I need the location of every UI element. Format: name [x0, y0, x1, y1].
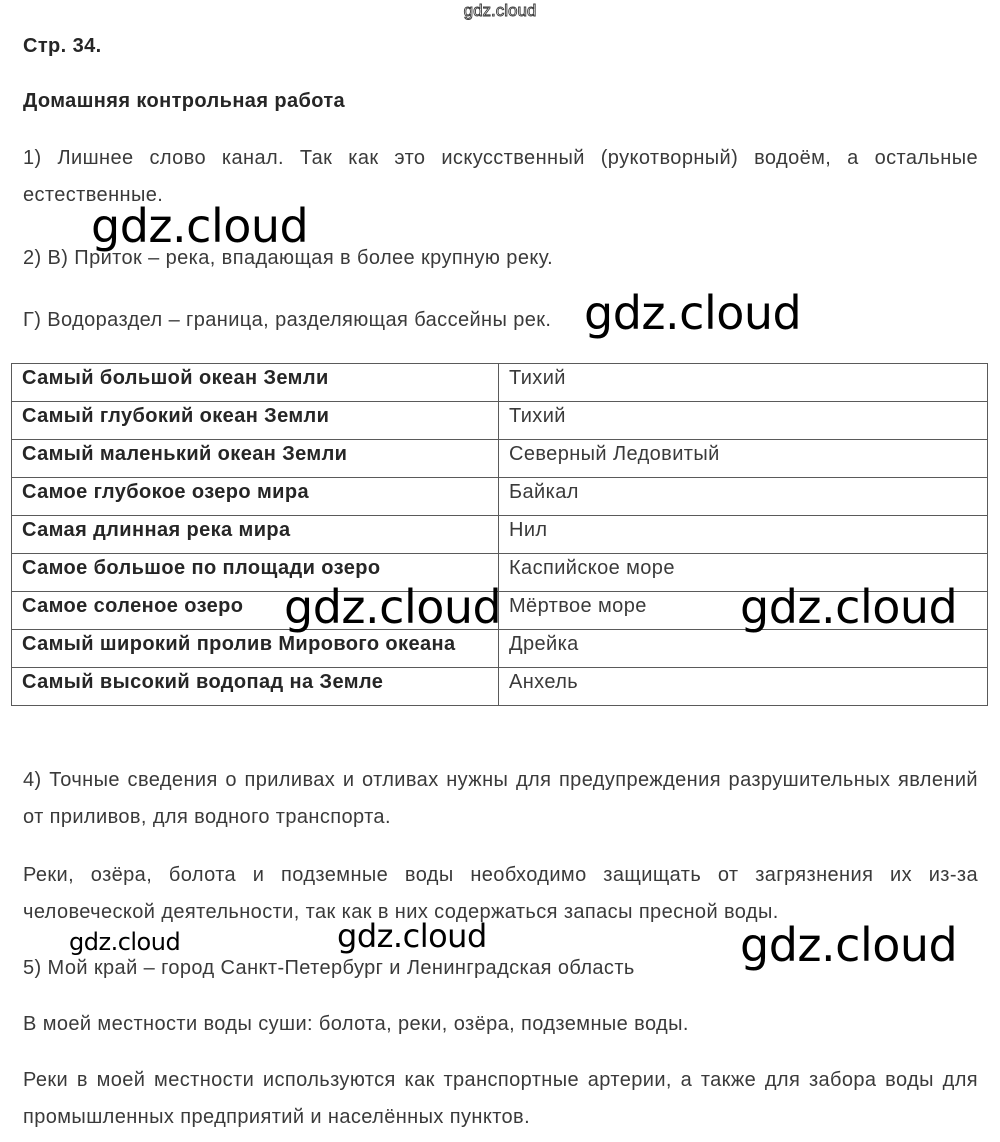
- table-question-cell: Самый высокий водопад на Земле: [12, 668, 499, 706]
- table-question-cell: Самый большой океан Земли: [12, 364, 499, 402]
- watermark: gdz.cloud: [337, 917, 487, 955]
- table-answer-cell: Анхель: [499, 668, 988, 706]
- table-question-cell: Самая длинная река мира: [12, 516, 499, 554]
- table-row: [12, 440, 988, 478]
- table-question-cell: Самый глубокий океан Земли: [12, 402, 499, 440]
- table-question-cell: Самый маленький океан Земли: [12, 440, 499, 478]
- watermark: gdz.cloud: [740, 580, 958, 634]
- answer-5-paragraph-1: 5) Мой край – город Санкт-Петербург и Ленинградская область: [23, 957, 635, 979]
- header-watermark: gdz.cloud: [463, 1, 537, 20]
- answer-4-paragraph-1: 4) Точные сведения о приливах и отливах нужны для предупреждения разрушительных явлений от приливов, для водного транспорта.: [23, 769, 978, 828]
- table-answer-cell: Нил: [499, 516, 988, 554]
- table-row: [12, 516, 988, 554]
- table-row: [12, 668, 988, 706]
- answer-5-paragraph-3: Реки в моей местности используются как транспортные артерии, а также для забора воды для промышленных предприятий и населённых пунктов.: [23, 1069, 978, 1128]
- watermark: gdz.cloud: [740, 918, 958, 972]
- page-title: Домашняя контрольная работа: [23, 90, 346, 112]
- table-row: [12, 478, 988, 516]
- table-answer-cell: Северный Ледовитый: [499, 440, 988, 478]
- table-answer-cell: Каспийское море: [499, 554, 988, 592]
- table-row: [12, 364, 988, 402]
- table-question-cell: Самое глубокое озеро мира: [12, 478, 499, 516]
- answer-1: 1) Лишнее слово канал. Так как это искусственный (рукотворный) водоём, а остальные естественные.: [23, 147, 978, 206]
- table-answer-cell: Мёртвое море: [499, 592, 988, 630]
- answer-4-paragraph-2: Реки, озёра, болота и подземные воды необходимо защищать от загрязнения их из-за человеческой деятельности, так как в них содержаться запасы пресной воды.: [23, 864, 978, 923]
- watermark: gdz.cloud: [91, 199, 309, 253]
- table-question-cell: Самый широкий пролив Мирового океана: [12, 630, 499, 668]
- answer-2-g: Г) Водораздел – граница, разделяющая бассейны рек.: [23, 309, 552, 331]
- watermark: gdz.cloud: [69, 928, 181, 956]
- table-answer-cell: Тихий: [499, 402, 988, 440]
- table-question-cell: Самое соленое озеро: [12, 592, 499, 630]
- watermark: gdz.cloud: [284, 580, 502, 634]
- table-row: [12, 402, 988, 440]
- watermark: gdz.cloud: [584, 286, 802, 340]
- table-answer-cell: Тихий: [499, 364, 988, 402]
- table-row: [12, 630, 988, 668]
- facts-table: [11, 363, 988, 706]
- table-answer-cell: Дрейка: [499, 630, 988, 668]
- answer-2-v: 2) В) Приток – река, впадающая в более крупную реку.: [23, 247, 554, 269]
- table-question-cell: Самое большое по площади озеро: [12, 554, 499, 592]
- answer-5-paragraph-2: В моей местности воды суши: болота, реки, озёра, подземные воды.: [23, 1013, 689, 1035]
- table-answer-cell: Байкал: [499, 478, 988, 516]
- page-reference: Стр. 34.: [23, 35, 102, 57]
